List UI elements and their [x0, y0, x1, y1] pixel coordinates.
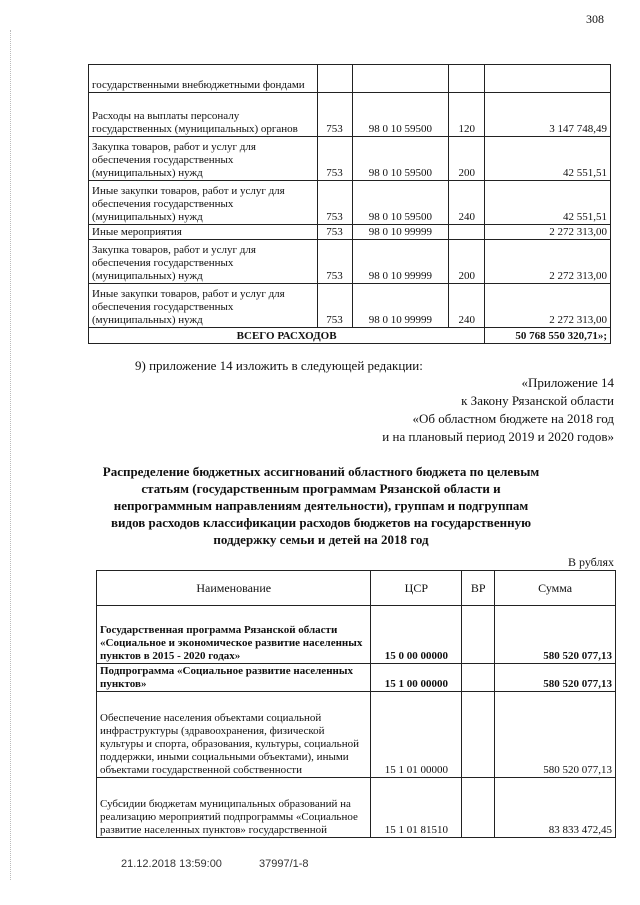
- row-vr: [462, 778, 495, 838]
- row-sum: 42 551,51: [485, 181, 611, 225]
- annex-line-1: «Приложение 14: [521, 375, 614, 390]
- footer-doc-id: 37997/1-8: [259, 858, 309, 870]
- total-row: [89, 328, 611, 344]
- row-vr: [462, 692, 495, 778]
- table-row: [89, 284, 611, 328]
- row-name: Государственная программа Рязанской области «Социальное и экономическое развитие населенных пунктов в 2015 - 2020 годах»: [97, 606, 371, 664]
- page-number: 308: [586, 12, 604, 26]
- annex-line-4: и на плановый период 2019 и 2020 годов»: [382, 429, 614, 444]
- header-csr: ЦСР: [371, 571, 462, 606]
- table-row: [89, 137, 611, 181]
- row-ved: 753: [317, 225, 352, 240]
- row-ved: [317, 65, 352, 93]
- row-csr: 15 0 00 00000: [371, 606, 462, 664]
- row-vr: 240: [449, 181, 485, 225]
- row-sum: 42 551,51: [485, 137, 611, 181]
- row-csr: 15 1 01 00000: [371, 692, 462, 778]
- row-csr: 15 1 01 81510: [371, 778, 462, 838]
- row-csr: 98 0 10 59500: [352, 137, 449, 181]
- row-csr: 15 1 00 00000: [371, 664, 462, 692]
- row-sum: 83 833 472,45: [495, 778, 616, 838]
- row-sum: [485, 65, 611, 93]
- row-name: Иные мероприятия: [89, 225, 318, 240]
- table-row: [97, 692, 616, 778]
- family-support-table: [96, 570, 616, 838]
- row-csr: 98 0 10 59500: [352, 181, 449, 225]
- row-name: Обеспечение населения объектами социальной инфраструктуры (здравоохранения, физической культуры и спорта, образования, культуры, социальной поддержки, иными социальными объектами), иными объектами государственной собственности: [97, 692, 371, 778]
- row-sum: 2 272 313,00: [485, 284, 611, 328]
- total-sum: 50 768 550 320,71»;: [485, 328, 611, 344]
- row-name: Иные закупки товаров, работ и услуг для обеспечения государственных (муниципальных) нужд: [89, 284, 318, 328]
- row-ved: 753: [317, 284, 352, 328]
- header-vr: ВР: [462, 571, 495, 606]
- table-row: [97, 664, 616, 692]
- total-label: ВСЕГО РАСХОДОВ: [89, 328, 485, 344]
- table-header-row: [97, 571, 616, 606]
- table-row: [89, 93, 611, 137]
- row-csr: 98 0 10 99999: [352, 240, 449, 284]
- row-ved: 753: [317, 240, 352, 284]
- header-sum: Сумма: [495, 571, 616, 606]
- section-heading: Распределение бюджетных ассигнований областного бюджета по целевым статьям (государственным программам Рязанской области и непрограммным направлениям деятельности), группам и подгруппам видов расходов классификации расходов бюджетов на государственную поддержку семьи и детей на 2018 год: [102, 464, 540, 547]
- row-name: Подпрограмма «Социальное развитие населенных пунктов»: [97, 664, 371, 692]
- row-vr: 200: [449, 240, 485, 284]
- row-csr: 98 0 10 59500: [352, 93, 449, 137]
- header-name: Наименование: [97, 571, 371, 606]
- footer-datetime: 21.12.2018 13:59:00: [121, 858, 222, 870]
- row-sum: 580 520 077,13: [495, 664, 616, 692]
- row-sum: 2 272 313,00: [485, 225, 611, 240]
- row-ved: 753: [317, 181, 352, 225]
- row-csr: 98 0 10 99999: [352, 284, 449, 328]
- row-name: Закупка товаров, работ и услуг для обеспечения государственных (муниципальных) нужд: [89, 240, 318, 284]
- scan-margin-line: [10, 30, 12, 880]
- row-vr: 240: [449, 284, 485, 328]
- row-sum: 2 272 313,00: [485, 240, 611, 284]
- row-name: Расходы на выплаты персоналу государственных (муниципальных) органов: [89, 93, 318, 137]
- row-sum: 3 147 748,49: [485, 93, 611, 137]
- row-vr: 120: [449, 93, 485, 137]
- row-csr: 98 0 10 99999: [352, 225, 449, 240]
- row-vr: [462, 606, 495, 664]
- row-ved: 753: [317, 137, 352, 181]
- row-name: Закупка товаров, работ и услуг для обеспечения государственных (муниципальных) нужд: [89, 137, 318, 181]
- row-name: государственными внебюджетными фондами: [89, 65, 318, 93]
- table-row: [89, 181, 611, 225]
- row-ved: 753: [317, 93, 352, 137]
- table-row: [97, 606, 616, 664]
- row-name: Субсидии бюджетам муниципальных образований на реализацию мероприятий подпрограммы «Социальное развитие населенных пунктов» государственной: [97, 778, 371, 838]
- row-csr: [352, 65, 449, 93]
- row-vr: [462, 664, 495, 692]
- row-name: Иные закупки товаров, работ и услуг для обеспечения государственных (муниципальных) нужд: [89, 181, 318, 225]
- row-vr: [449, 225, 485, 240]
- row-vr: 200: [449, 137, 485, 181]
- table-row: [89, 65, 611, 93]
- annex-line-2: к Закону Рязанской области: [461, 393, 614, 408]
- footer: [121, 858, 343, 870]
- units-label: В рублях: [567, 555, 614, 569]
- table-row: [97, 778, 616, 838]
- row-sum: 580 520 077,13: [495, 692, 616, 778]
- row-vr: [449, 65, 485, 93]
- annex-line-3: «Об областном бюджете на 2018 год: [412, 411, 614, 426]
- amendment-paragraph: 9) приложение 14 изложить в следующей редакции:: [135, 358, 423, 373]
- table-row: [89, 240, 611, 284]
- row-sum: 580 520 077,13: [495, 606, 616, 664]
- expenses-table-continued: [88, 64, 611, 344]
- table-row: [89, 225, 611, 240]
